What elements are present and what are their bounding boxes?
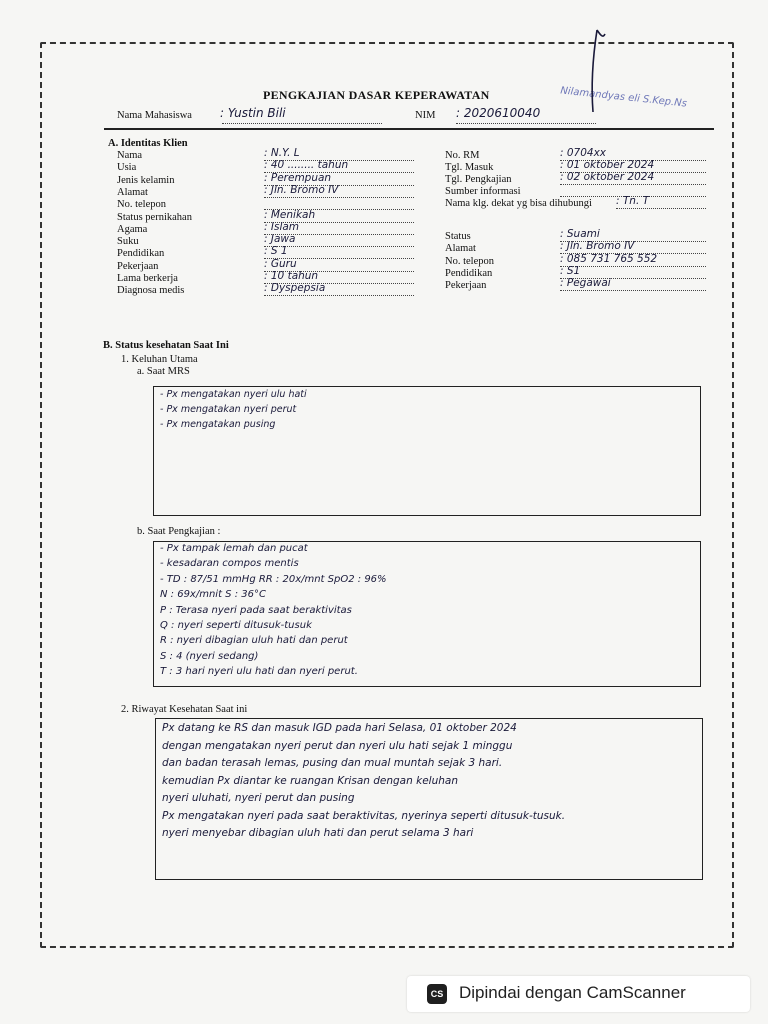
field-value: : 085 731 765 552 bbox=[560, 252, 658, 265]
field-value: : Islam bbox=[264, 220, 300, 233]
field-value: : 40 ........ tahun bbox=[264, 159, 349, 172]
field-dotted-line bbox=[616, 208, 706, 209]
handwritten-line: nyeri menyebar dibagian uluh hati dan perut selama 3 hari bbox=[162, 827, 474, 839]
pengkajian-label: b. Saat Pengkajian : bbox=[137, 526, 221, 537]
handwritten-line: T : 3 hari nyeri ulu hati dan nyeri perut. bbox=[160, 666, 358, 678]
mrs-label: a. Saat MRS bbox=[137, 366, 190, 377]
handwritten-line: kemudian Px diantar ke ruangan Krisan dengan keluhan bbox=[162, 774, 458, 787]
field-label: Tgl. Masuk bbox=[445, 162, 494, 173]
field-value: : Guru bbox=[264, 257, 297, 270]
handwritten-line: - Px mengatakan nyeri perut bbox=[160, 404, 297, 415]
handwritten-line: Q : nyeri seperti ditusuk-tusuk bbox=[160, 620, 312, 631]
field-value: : 0704xx bbox=[560, 147, 607, 159]
field-label: Sumber informasi bbox=[445, 186, 521, 197]
field-label: Usia bbox=[117, 162, 137, 174]
field-dotted-line bbox=[264, 295, 414, 296]
field-label: Nama klg. dekat yg bisa dihubungi bbox=[445, 198, 592, 209]
student-name-label: Nama Mahasiswa bbox=[117, 110, 192, 121]
status-heading: B. Status kesehatan Saat Ini bbox=[103, 340, 229, 351]
header-rule bbox=[104, 128, 714, 130]
handwritten-line: nyeri uluhati, nyeri perut dan pusing bbox=[162, 792, 355, 804]
handwritten-line: N : 69x/mnit S : 36°C bbox=[160, 589, 266, 601]
field-value: : Jawa bbox=[264, 233, 296, 246]
keluhan-heading: 1. Keluhan Utama bbox=[121, 354, 198, 365]
field-value: : Tn. T bbox=[616, 195, 650, 207]
handwritten-line: - Px mengatakan nyeri ulu hati bbox=[160, 389, 307, 400]
nurse-stamp: Nilamandyas eli S.Kep.Ns bbox=[559, 85, 688, 110]
field-label: No. telepon bbox=[117, 199, 166, 211]
handwritten-line: dan badan terasah lemas, pusing dan mual muntah sejak 3 hari. bbox=[162, 757, 503, 769]
field-label: Nama bbox=[117, 150, 143, 161]
field-label: Status bbox=[445, 231, 471, 242]
field-value: : Dyspepsia bbox=[264, 282, 326, 295]
handwritten-line: - Px tampak lemah dan pucat bbox=[160, 543, 308, 554]
signature-mark bbox=[583, 26, 607, 116]
field-label: Alamat bbox=[445, 243, 476, 255]
field-label: Tgl. Pengkajian bbox=[445, 174, 512, 185]
camscanner-text: Dipindai dengan CamScanner bbox=[459, 983, 686, 1002]
nim-label: NIM bbox=[415, 110, 436, 121]
field-value: : Perempuan bbox=[264, 171, 332, 184]
field-dotted-line bbox=[560, 290, 706, 291]
field-dotted-line bbox=[560, 184, 706, 185]
field-value: : N.Y. L bbox=[264, 147, 300, 159]
identitas-heading: A. Identitas Klien bbox=[108, 138, 188, 149]
field-label: Lama berkerja bbox=[117, 273, 178, 284]
field-label: Jenis kelamin bbox=[117, 174, 175, 186]
field-value: : 10 tahun bbox=[264, 270, 319, 282]
field-value: : Menikah bbox=[264, 208, 316, 221]
handwritten-line: - kesadaran compos mentis bbox=[160, 558, 299, 570]
nim-line bbox=[456, 123, 596, 124]
field-value: : S1 bbox=[560, 264, 581, 277]
handwritten-line: R : nyeri dibagian uluh hati dan perut bbox=[160, 635, 348, 647]
field-label: No. telepon bbox=[445, 255, 494, 267]
field-value: : Jln. Bromo IV bbox=[264, 183, 339, 196]
field-value: : S 1 bbox=[264, 245, 288, 258]
field-label: Suku bbox=[117, 236, 139, 248]
student-name-value: : Yustin Bili bbox=[220, 106, 286, 120]
field-dotted-line bbox=[560, 266, 706, 267]
nim-value: : 2020610040 bbox=[456, 106, 541, 120]
handwritten-line: - Px mengatakan pusing bbox=[160, 419, 276, 430]
field-value: : Suami bbox=[560, 228, 600, 240]
handwritten-line: S : 4 (nyeri sedang) bbox=[160, 650, 259, 662]
field-label: Diagnosa medis bbox=[117, 285, 185, 297]
field-label: Status pernikahan bbox=[117, 211, 192, 223]
camscanner-logo: CS bbox=[427, 984, 447, 1004]
field-label: No. RM bbox=[445, 150, 480, 161]
field-value: : Pegawai bbox=[560, 277, 611, 290]
field-label: Pekerjaan bbox=[445, 280, 487, 292]
handwritten-line: - TD : 87/51 mmHg RR : 20x/mnt SpO2 : 96% bbox=[160, 573, 387, 585]
riwayat-label: 2. Riwayat Kesehatan Saat ini bbox=[121, 704, 248, 715]
field-dotted-line bbox=[264, 197, 414, 198]
field-label: Pekerjaan bbox=[117, 260, 159, 272]
student-name-line bbox=[222, 123, 382, 124]
form-title: PENGKAJIAN DASAR KEPERAWATAN bbox=[263, 88, 490, 102]
handwritten-line: Px mengatakan nyeri pada saat beraktivitas, nyerinya seperti ditusuk-tusuk. bbox=[162, 809, 566, 822]
field-label: Pendidikan bbox=[445, 267, 493, 279]
handwritten-line: dengan mengatakan nyeri perut dan nyeri ulu hati sejak 1 minggu bbox=[162, 739, 513, 752]
field-label: Pendidikan bbox=[117, 248, 165, 260]
field-value: : 01 oktober 2024 bbox=[560, 159, 655, 171]
field-value: : Jln. Bromo IV bbox=[560, 240, 635, 253]
field-label: Agama bbox=[117, 223, 148, 235]
handwritten-line: P : Terasa nyeri pada saat beraktivitas bbox=[160, 604, 352, 616]
field-value: : 02 oktober 2024 bbox=[560, 171, 655, 183]
field-label: Alamat bbox=[117, 186, 148, 198]
handwritten-line: Px datang ke RS dan masuk IGD pada hari Selasa, 01 oktober 2024 bbox=[162, 722, 517, 734]
camscanner-watermark bbox=[407, 976, 750, 1012]
